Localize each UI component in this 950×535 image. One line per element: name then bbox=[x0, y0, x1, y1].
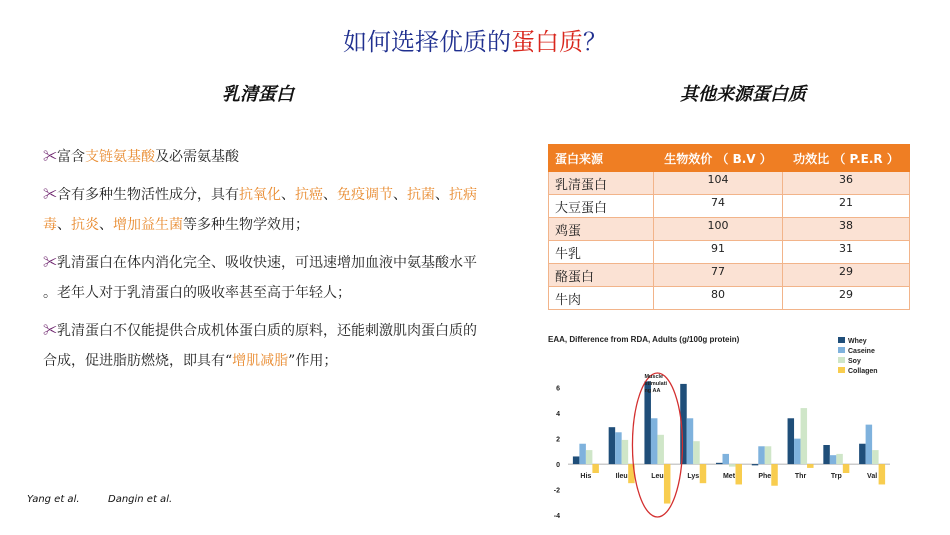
bar-caseine bbox=[615, 432, 622, 464]
y-tick-label: 6 bbox=[556, 385, 560, 393]
x-tick-label: Leu bbox=[651, 473, 664, 481]
highlight-text: 抗癌 bbox=[295, 187, 323, 203]
eaa-bar-chart bbox=[538, 330, 910, 525]
highlight-text: 抗炎 bbox=[71, 217, 99, 233]
bullet-text: 及必需氨基酸 bbox=[155, 149, 239, 165]
bar-collagen bbox=[664, 464, 671, 503]
bullet-text: 富含 bbox=[57, 149, 85, 165]
bullet-text: 、 bbox=[99, 217, 113, 233]
bar-whey bbox=[752, 464, 759, 465]
bar-soy bbox=[801, 408, 808, 464]
table-row bbox=[549, 264, 910, 287]
scissors-icon: ✂ bbox=[43, 149, 57, 165]
legend-label: Soy bbox=[848, 358, 861, 365]
bar-caseine bbox=[866, 425, 873, 464]
chart-annotation: ng AA bbox=[644, 388, 661, 394]
legend-label: Collagen bbox=[848, 368, 878, 375]
highlight-text: 抗病毒 bbox=[43, 187, 477, 233]
legend-swatch bbox=[838, 337, 845, 343]
chart-annotation: stimulati bbox=[644, 381, 668, 387]
legend-swatch bbox=[838, 367, 845, 373]
table-row bbox=[549, 195, 910, 218]
cell-bv: 77 bbox=[654, 264, 783, 287]
bar-soy bbox=[836, 454, 843, 464]
cell-per: 38 bbox=[782, 218, 909, 241]
highlight-text: 支链氨基酸 bbox=[85, 149, 155, 165]
x-tick-label: Ileu bbox=[615, 473, 628, 481]
cell-bv: 104 bbox=[654, 172, 783, 195]
x-tick-label: Met bbox=[722, 473, 736, 481]
x-tick-label: Trp bbox=[830, 473, 842, 481]
cell-bv: 80 bbox=[654, 287, 783, 310]
highlight-text: 抗氧化 bbox=[239, 187, 281, 203]
right-heading: 其他来源蛋白质 bbox=[680, 84, 806, 105]
cell-per: 31 bbox=[782, 241, 909, 264]
bar-whey bbox=[788, 418, 795, 464]
scissors-icon: ✂ bbox=[43, 323, 57, 339]
x-tick-label: His bbox=[580, 473, 592, 481]
cell-source: 乳清蛋白 bbox=[549, 172, 654, 195]
bar-collagen bbox=[592, 464, 599, 473]
bar-soy bbox=[657, 435, 664, 464]
table-row bbox=[549, 218, 910, 241]
bar-collagen bbox=[807, 464, 814, 468]
bar-soy bbox=[729, 464, 736, 467]
cell-bv: 74 bbox=[654, 195, 783, 218]
cell-source: 牛肉 bbox=[549, 287, 654, 310]
scissors-icon: ✂ bbox=[43, 187, 57, 203]
bullet-item bbox=[43, 180, 483, 240]
bar-caseine bbox=[794, 439, 801, 464]
reference-yang: Yang et al. bbox=[27, 494, 80, 505]
bullet-text: 、 bbox=[57, 217, 71, 233]
bar-collagen bbox=[843, 464, 850, 473]
header-bv: 生物效价 （ B.V ） bbox=[654, 145, 783, 172]
protein-value-table bbox=[548, 144, 910, 310]
legend-swatch bbox=[838, 357, 845, 363]
header-per: 功效比 （ P.E.R ） bbox=[782, 145, 909, 172]
bar-soy bbox=[586, 450, 593, 464]
header-source: 蛋白来源 bbox=[549, 145, 654, 172]
page-title: 如何选择优质的蛋白质？ bbox=[343, 28, 607, 56]
y-tick-label: 0 bbox=[556, 462, 560, 470]
x-tick-label: Phe bbox=[758, 473, 772, 481]
x-tick-label: Thr bbox=[794, 473, 807, 481]
y-tick-label: 2 bbox=[556, 436, 560, 444]
bullet-item bbox=[43, 142, 483, 172]
left-heading: 乳清蛋白 bbox=[222, 84, 294, 105]
y-tick-label: -4 bbox=[553, 513, 560, 520]
cell-bv: 100 bbox=[654, 218, 783, 241]
bullet-text: 、 bbox=[435, 187, 449, 203]
bullet-text: 乳清蛋白在体内消化完全、吸收快速，可迅速增加血液中氨基酸水平 。老年人对于乳清蛋白的吸收率甚至高于年轻人； bbox=[43, 255, 477, 301]
cell-per: 29 bbox=[782, 287, 909, 310]
bar-soy bbox=[693, 441, 700, 464]
bullet-item bbox=[43, 316, 483, 376]
cell-source: 酪蛋白 bbox=[549, 264, 654, 287]
bar-whey bbox=[716, 463, 723, 464]
highlight-text: 抗菌 bbox=[407, 187, 435, 203]
highlight-text: 增加益生菌 bbox=[113, 217, 183, 233]
bar-collagen bbox=[879, 464, 886, 484]
table-row bbox=[549, 287, 910, 310]
y-tick-label: 4 bbox=[556, 411, 560, 419]
bullet-text: 乳清蛋白不仅能提供合成机体蛋白质的原料，还能刺激肌肉蛋白质的合成，促进脂肪燃烧，即具有“ bbox=[43, 323, 477, 369]
bar-whey bbox=[573, 456, 580, 464]
y-tick-label: -2 bbox=[553, 487, 560, 495]
bullet-text: 、 bbox=[393, 187, 407, 203]
bullet-text: 等多种生物学效用； bbox=[183, 217, 309, 233]
bullet-text: 含有多种生物活性成分，具有 bbox=[57, 187, 239, 203]
table-header-row bbox=[549, 145, 910, 172]
cell-source: 大豆蛋白 bbox=[549, 195, 654, 218]
highlight-text: 免疫调节 bbox=[337, 187, 393, 203]
bullet-text: 、 bbox=[323, 187, 337, 203]
table-row bbox=[549, 241, 910, 264]
bar-collagen bbox=[771, 464, 778, 486]
cell-source: 牛乳 bbox=[549, 241, 654, 264]
bar-caseine bbox=[723, 454, 730, 464]
scissors-icon: ✂ bbox=[43, 255, 57, 271]
cell-source: 鸡蛋 bbox=[549, 218, 654, 241]
bullet-list bbox=[43, 142, 483, 384]
reference-dangin: Dangin et al. bbox=[108, 494, 173, 505]
legend-label: Caseine bbox=[848, 348, 875, 355]
bar-whey bbox=[609, 427, 616, 464]
bar-collagen bbox=[736, 464, 743, 484]
bar-caseine bbox=[830, 455, 837, 464]
bar-caseine bbox=[579, 444, 586, 464]
legend-swatch bbox=[838, 347, 845, 353]
bullet-text: ”作用； bbox=[288, 353, 338, 369]
bar-whey bbox=[859, 444, 866, 464]
bar-soy bbox=[765, 446, 772, 464]
bar-soy bbox=[622, 440, 629, 464]
bar-soy bbox=[872, 450, 879, 464]
chart-title: EAA, Difference from RDA, Adults (g/100g protein) bbox=[548, 335, 740, 344]
x-tick-label: Lys bbox=[687, 473, 700, 481]
bar-caseine bbox=[651, 418, 658, 464]
bullet-item bbox=[43, 248, 483, 308]
bar-caseine bbox=[687, 418, 694, 464]
bar-whey bbox=[823, 445, 830, 464]
cell-per: 29 bbox=[782, 264, 909, 287]
bar-collagen bbox=[700, 464, 707, 483]
bar-caseine bbox=[758, 446, 765, 464]
bullet-text: 、 bbox=[281, 187, 295, 203]
cell-per: 36 bbox=[782, 172, 909, 195]
cell-per: 21 bbox=[782, 195, 909, 218]
legend-label: Whey bbox=[848, 338, 867, 345]
cell-bv: 91 bbox=[654, 241, 783, 264]
highlight-text: 增肌减脂 bbox=[232, 353, 289, 369]
x-tick-label: Val bbox=[867, 473, 878, 481]
table-row bbox=[549, 172, 910, 195]
chart-annotation: Muscle bbox=[644, 374, 664, 380]
